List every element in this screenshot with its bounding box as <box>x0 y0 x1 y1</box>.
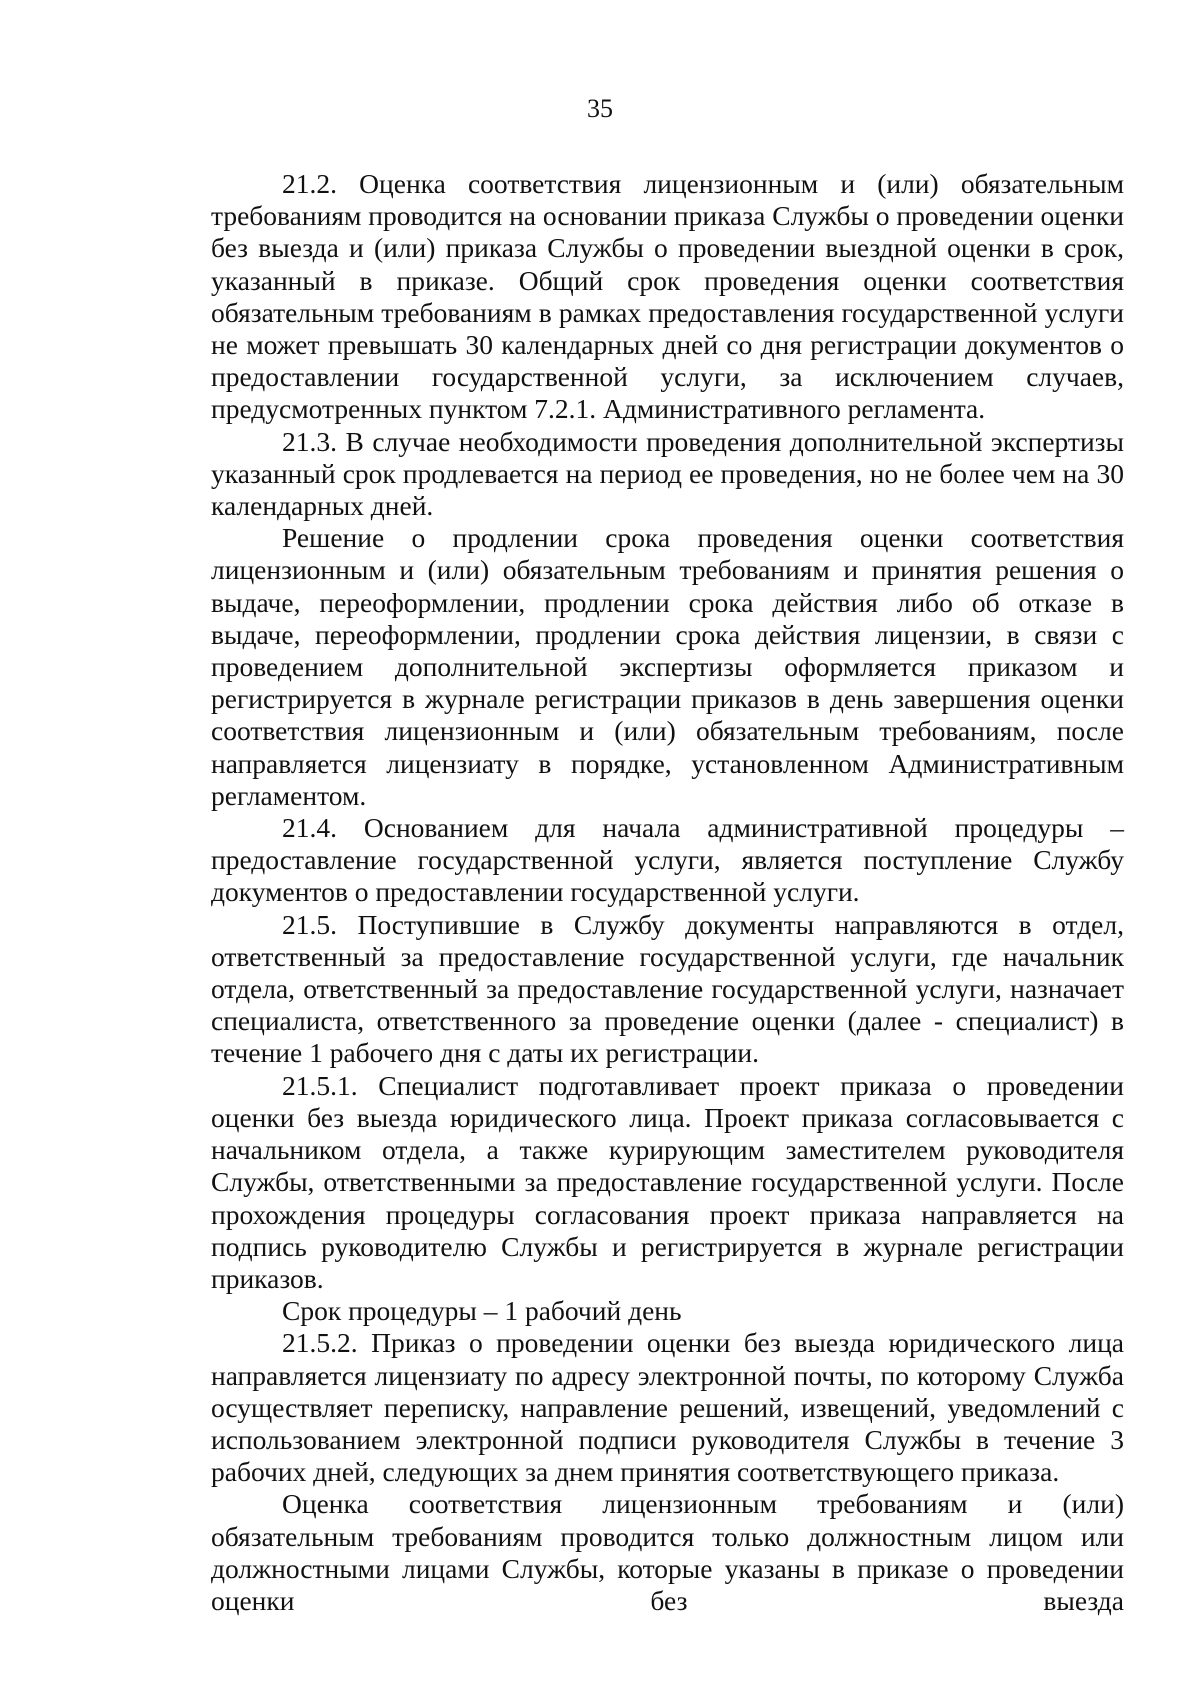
paragraph-21-2: 21.2. Оценка соответствия лицензионным и (или) обязательным требованиям проводится на основании приказа Службы о проведении оценки без выезда и (или) приказа Службы о проведении выездной оценки в срок, указанный в приказе. Общий срок проведения оценки соответствия обязательным требованиям в рамках предоставления государственной услуги не может превышать 30 календарных дней со дня регистрации документов о предоставлении государственной услуги, за исключением случаев, предусмотренных пунктом 7.2.1. Административного регламента. <box>211 168 1124 425</box>
document-body <box>211 168 1124 1617</box>
paragraph-21-5: 21.5. Поступившие в Службу документы направляются в отдел, ответственный за предоставление государственной услуги, где начальник отдела, ответственный за предоставление государственной услуги, назначает специалиста, ответственного за проведение оценки (далее - специалист) в течение 1 рабочего дня с даты их регистрации. <box>211 908 1124 1069</box>
page-number: 35 <box>587 94 613 123</box>
paragraph-21-5-1: 21.5.1. Специалист подготавливает проект приказа о проведении оценки без выезда юридического лица. Проект приказа согласовывается с начальником отдела, а также курирующим заместителем руководителя Службы, ответственными за предоставление государственной услуги. После прохождения процедуры согласования проект приказа направляется на подпись руководителю Службы и регистрируется в журнале регистрации приказов. <box>211 1069 1124 1294</box>
paragraph-21-4: 21.4. Основанием для начала административной процедуры – предоставление государственной услуги, является поступление Службу документов о предоставлении государственной услуги. <box>211 812 1124 908</box>
paragraph-extension-decision: Решение о продлении срока проведения оценки соответствия лицензионным и (или) обязательным требованиям и принятия решения о выдаче, переоформлении, продлении срока действия либо об отказе в выдаче, переоформлении, продлении срока действия лицензии, в связи с проведением дополнительной экспертизы оформляется приказом и регистрируется в журнале регистрации приказов в день завершения оценки соответствия лицензионным и (или) обязательным требованиям, после направляется лицензиату в порядке, установленном Административным регламентом. <box>211 522 1124 811</box>
paragraph-21-5-2: 21.5.2. Приказ о проведении оценки без выезда юридического лица направляется лицензиату по адресу электронной почты, по которому Служба осуществляет переписку, направление решений, извещений, уведомлений с использованием электронной подписи руководителя Службы в течение 3 рабочих дней, следующих за днем принятия соответствующего приказа. <box>211 1327 1124 1488</box>
paragraph-21-3: 21.3. В случае необходимости проведения дополнительной экспертизы указанный срок продлевается на период ее проведения, но не более чем на 30 календарных дней. <box>211 425 1124 522</box>
paragraph-procedure-term: Срок процедуры – 1 рабочий день <box>282 1295 682 1327</box>
paragraph-assessment-officials: Оценка соответствия лицензионным требованиям и (или) обязательным требованиям проводится только должностным лицом или должностными лицами Службы, которые указаны в приказе о проведении оценки без выезда <box>211 1488 1124 1616</box>
